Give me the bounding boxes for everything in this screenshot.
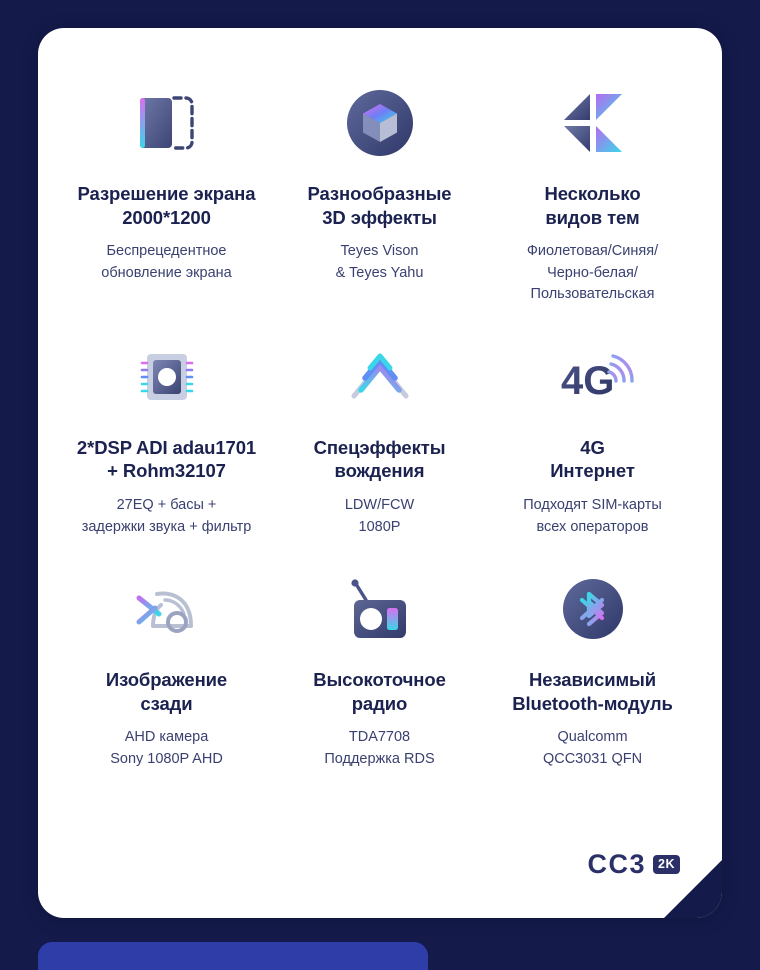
feature-item	[273, 550, 486, 770]
bottom-strip	[38, 942, 428, 970]
feature-desc: Фиолетовая/Синяя/ Черно-белая/ Пользовательская	[526, 243, 659, 303]
bluetooth-icon	[490, 550, 695, 668]
dsp-chip-icon	[64, 318, 269, 436]
logo-badge: 2K	[653, 855, 680, 874]
feature-item	[273, 64, 486, 306]
feature-title: Независимый Bluetooth-модуль	[512, 668, 673, 714]
4g-network-icon	[490, 318, 695, 436]
feature-desc: Qualcomm QCC3031 QFN	[542, 729, 643, 767]
feature-desc: 27EQ + басы + задержки звука + фильтр	[81, 497, 252, 535]
logo-text: CC3	[587, 849, 647, 879]
feature-card	[38, 28, 722, 918]
feature-desc: Подходят SIM-карты всех операторов	[523, 497, 662, 535]
feature-title: Высокоточное радио	[313, 668, 446, 714]
feature-title: Разнообразные 3D эффекты	[307, 183, 452, 228]
feature-title: Спецэффекты вождения	[313, 436, 446, 482]
rear-camera-icon	[64, 550, 269, 668]
feature-item	[60, 550, 273, 770]
feature-title: 2*DSP ADI adau1701 + Rohm32107	[76, 436, 257, 482]
feature-title: Разрешение экрана 2000*1200	[77, 183, 256, 228]
feature-title: Изображение сзади	[105, 668, 228, 714]
feature-desc: TDA7708 Поддержка RDS	[324, 729, 435, 767]
screen-resolution-icon	[64, 64, 269, 182]
feature-desc: AHD камера Sony 1080P AHD	[110, 729, 223, 767]
feature-item	[60, 64, 273, 306]
3d-cube-icon	[277, 64, 482, 182]
feature-item	[273, 318, 486, 538]
feature-item	[486, 318, 699, 538]
feature-item	[486, 64, 699, 306]
feature-item	[486, 550, 699, 770]
feature-grid	[60, 64, 700, 782]
feature-desc: LDW/FCW 1080P	[344, 497, 415, 535]
driving-effects-icon	[277, 318, 482, 436]
feature-desc: Teyes Vison & Teyes Yahu	[335, 243, 424, 281]
feature-title: Несколько видов тем	[544, 183, 641, 228]
radio-icon	[277, 550, 482, 668]
feature-item	[60, 318, 273, 538]
feature-desc: Беспрецедентное обновление экрана	[101, 243, 232, 281]
svg-text:4G: 4G	[560, 358, 614, 403]
feature-title: 4G Интернет	[550, 436, 635, 482]
card-folded-corner	[664, 860, 722, 918]
themes-icon	[490, 64, 695, 182]
